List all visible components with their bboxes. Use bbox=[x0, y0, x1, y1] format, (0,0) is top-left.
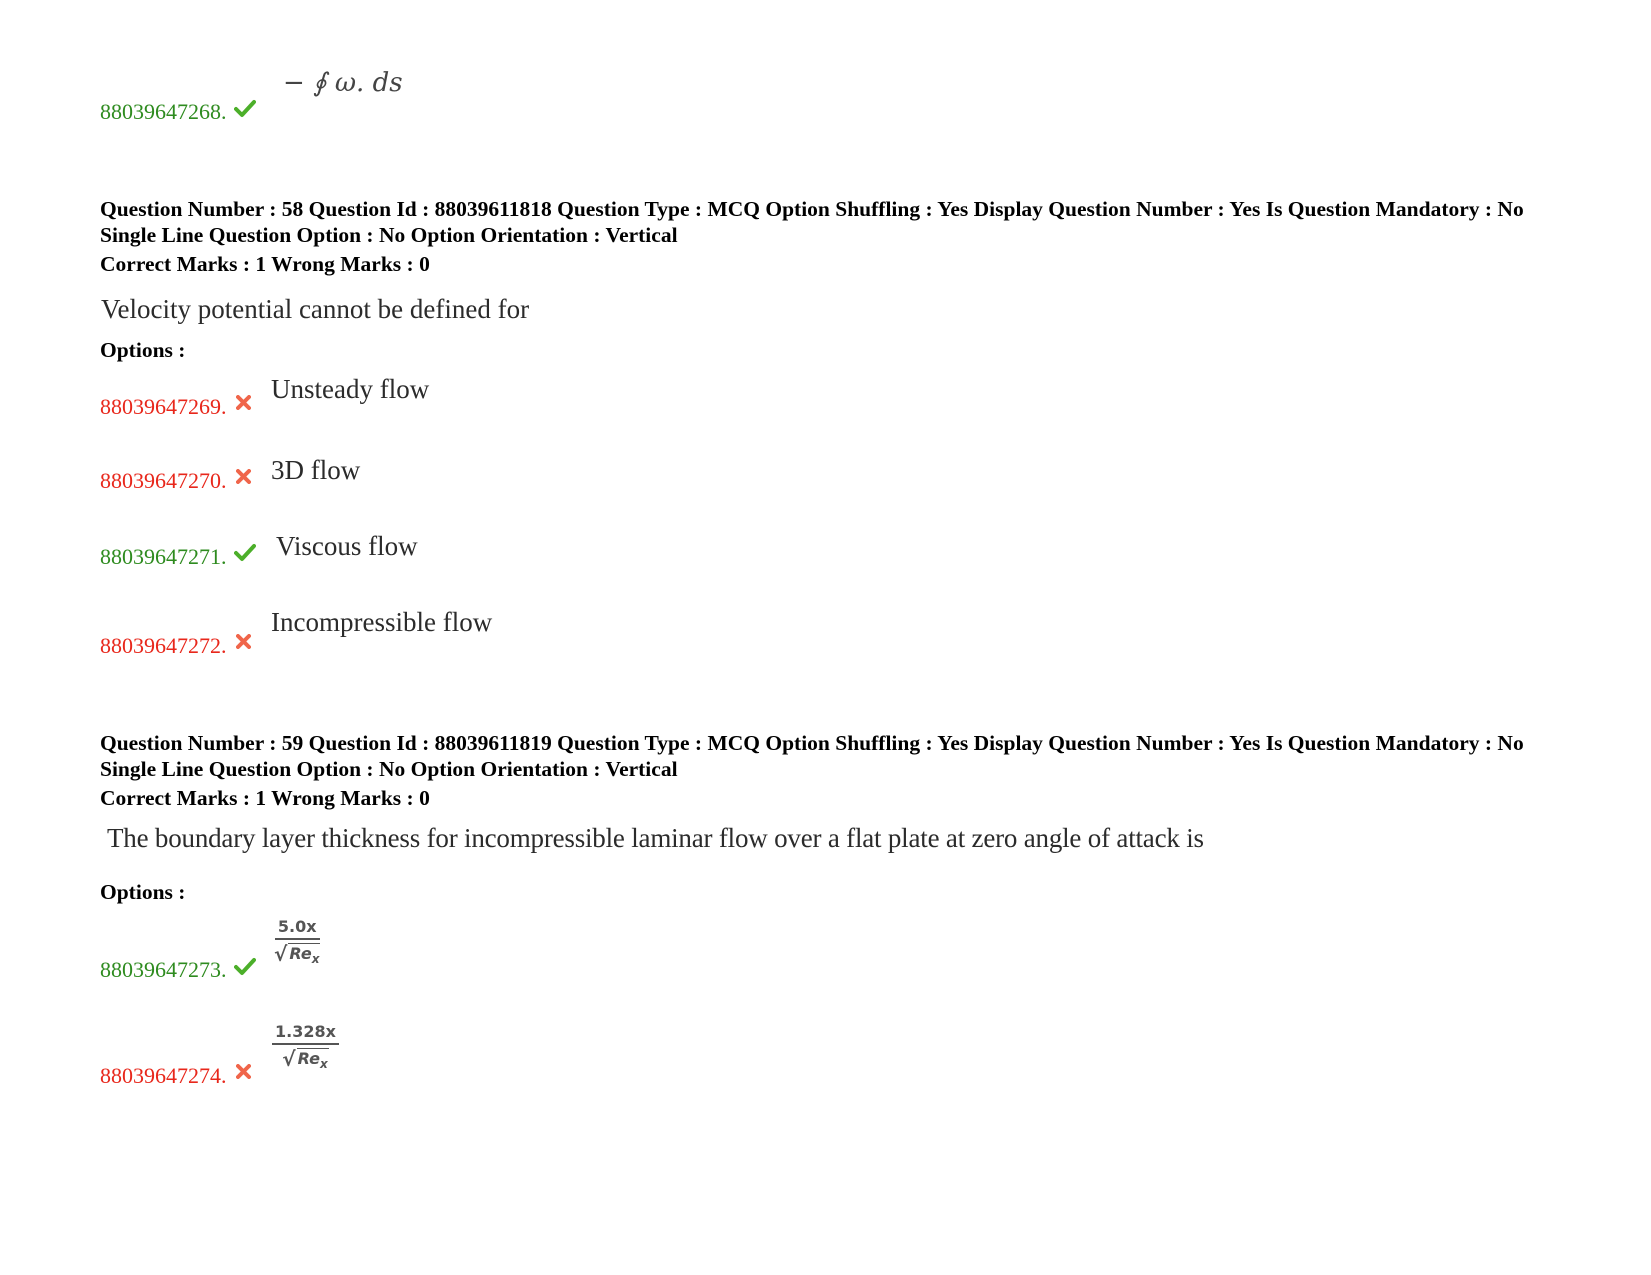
option-id: 88039647268. bbox=[100, 99, 227, 124]
option-text: Viscous flow bbox=[276, 531, 418, 561]
option-id: 88039647271. bbox=[100, 544, 227, 569]
formula-numerator: 1.328x bbox=[272, 1022, 339, 1045]
sqrt-icon: √ bbox=[274, 942, 288, 966]
option-id: 88039647269. bbox=[100, 394, 227, 419]
option-text: Unsteady flow bbox=[271, 374, 430, 404]
formula-subscript: x bbox=[319, 1056, 328, 1071]
option-formula bbox=[272, 1022, 339, 1071]
cross-icon bbox=[236, 1064, 251, 1079]
option-text: 3D flow bbox=[271, 455, 361, 485]
option-id: 88039647270. bbox=[100, 468, 227, 493]
formula-subscript: x bbox=[311, 951, 320, 966]
cross-icon bbox=[236, 469, 251, 484]
option-formula: − ∮ ω. ds bbox=[283, 68, 403, 98]
formula-numerator: 5.0x bbox=[275, 917, 320, 940]
question-text: Velocity potential cannot be defined for bbox=[101, 294, 530, 324]
option-id: 88039647272. bbox=[100, 633, 227, 658]
sqrt-icon: √ bbox=[282, 1047, 296, 1071]
options-label: Options : bbox=[100, 338, 186, 362]
option-formula bbox=[274, 917, 320, 966]
check-icon bbox=[234, 957, 256, 977]
question-marks: Correct Marks : 1 Wrong Marks : 0 bbox=[100, 252, 430, 276]
option-id: 88039647274. bbox=[100, 1063, 227, 1088]
question-marks: Correct Marks : 1 Wrong Marks : 0 bbox=[100, 786, 430, 810]
check-icon bbox=[234, 543, 256, 563]
option-text: Incompressible flow bbox=[271, 607, 493, 637]
formula-radicand: Re bbox=[297, 1048, 320, 1068]
question-meta: Question Number : 58 Question Id : 88039611818 Question Type : MCQ Option Shuffling : Yes Display Question Number : Yes Is Question Mandatory : No Single Line Question Option : No Option Orientation : Vertical bbox=[100, 197, 1524, 247]
formula-radicand: Re bbox=[289, 943, 312, 963]
cross-icon bbox=[236, 634, 251, 649]
question-text: The boundary layer thickness for incompressible laminar flow over a flat plate at zero angle of attack is bbox=[107, 823, 1204, 853]
question-meta: Question Number : 59 Question Id : 88039611819 Question Type : MCQ Option Shuffling : Yes Display Question Number : Yes Is Question Mandatory : No Single Line Question Option : No Option Orientation : Vertical bbox=[100, 731, 1524, 781]
option-id: 88039647273. bbox=[100, 957, 227, 982]
cross-icon bbox=[236, 395, 251, 410]
check-icon bbox=[234, 99, 256, 119]
formula-denominator bbox=[274, 940, 320, 966]
options-label: Options : bbox=[100, 880, 186, 904]
formula-denominator bbox=[282, 1045, 328, 1071]
